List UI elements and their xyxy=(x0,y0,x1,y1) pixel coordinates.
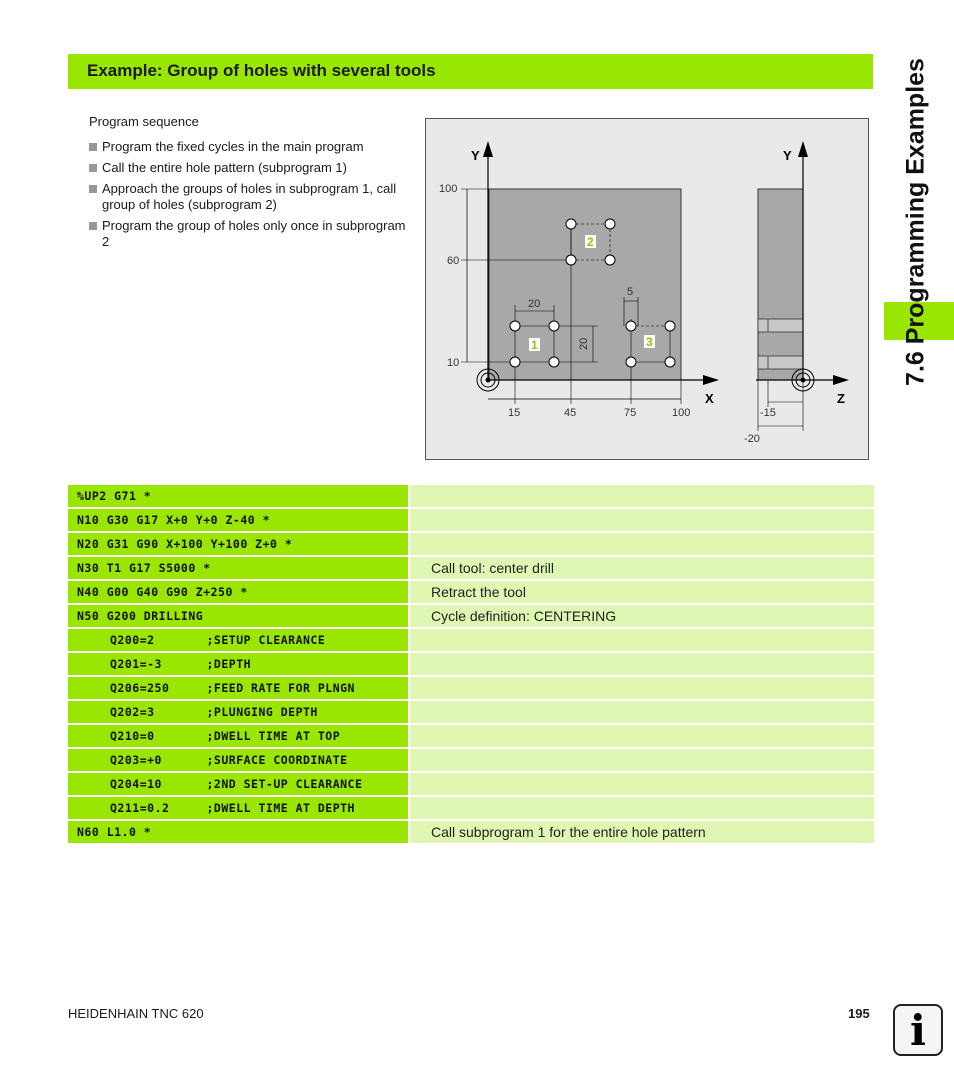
description-cell xyxy=(410,629,874,651)
table-row xyxy=(68,677,874,699)
table-row xyxy=(68,533,874,555)
table-row xyxy=(68,749,874,771)
side-z-label: Z xyxy=(837,391,845,406)
code-cell: Q201=-3 ;DEPTH xyxy=(68,653,408,675)
group-3-label: 3 xyxy=(646,335,653,349)
x-tick-label: 45 xyxy=(564,407,577,419)
description-cell xyxy=(410,653,874,675)
list-item-text: Program the fixed cycles in the main program xyxy=(102,139,364,154)
front-view-part xyxy=(489,189,681,380)
table-row xyxy=(68,653,874,675)
program-sequence-heading: Program sequence xyxy=(89,114,199,129)
code-cell: N40 G00 G40 G90 Z+250 * xyxy=(68,581,408,603)
y-tick-label: 10 xyxy=(447,357,460,369)
origin-icon-dot xyxy=(486,378,491,383)
footer-product: HEIDENHAIN TNC 620 xyxy=(68,1006,204,1021)
section-title: Example: Group of holes with several tools xyxy=(87,61,436,80)
description-cell: Cycle definition: CENTERING xyxy=(410,605,874,627)
description-cell xyxy=(410,485,874,507)
y-tick-label: 100 xyxy=(439,183,458,195)
description-cell: Call tool: center drill xyxy=(410,557,874,579)
code-cell: Q202=3 ;PLUNGING DEPTH xyxy=(68,701,408,723)
table-row xyxy=(68,701,874,723)
table-row xyxy=(68,557,874,579)
code-cell: %UP2 G71 * xyxy=(68,485,408,507)
front-y-arrow-icon xyxy=(483,141,493,157)
table-row xyxy=(68,605,874,627)
description-cell xyxy=(410,749,874,771)
x-tick-label: 75 xyxy=(624,407,637,419)
table-row xyxy=(68,773,874,795)
bullet-square-icon xyxy=(89,164,97,172)
description-cell: Retract the tool xyxy=(410,581,874,603)
side-y-arrow-icon xyxy=(798,141,808,157)
description-cell xyxy=(410,797,874,819)
description-cell: Call subprogram 1 for the entire hole pattern xyxy=(410,821,874,843)
front-y-label: Y xyxy=(471,148,480,163)
side-view-bore-lower xyxy=(758,356,803,369)
description-cell xyxy=(410,701,874,723)
table-row xyxy=(68,629,874,651)
list-item-text: Call the entire hole pattern (subprogram 1) xyxy=(102,160,347,175)
code-cell: Q206=250 ;FEED RATE FOR PLNGN xyxy=(68,677,408,699)
y-tick-label: 60 xyxy=(447,255,460,267)
description-cell xyxy=(410,509,874,531)
chapter-side-title xyxy=(886,52,946,392)
hole xyxy=(510,357,520,367)
code-cell: Q210=0 ;DWELL TIME AT TOP xyxy=(68,725,408,747)
front-x-label: X xyxy=(705,391,714,406)
description-cell xyxy=(410,677,874,699)
table-row xyxy=(68,797,874,819)
list-item xyxy=(89,160,409,176)
description-cell xyxy=(410,533,874,555)
list-item xyxy=(89,181,409,213)
hole xyxy=(566,255,576,265)
x-tick-label: 100 xyxy=(672,407,691,419)
list-item xyxy=(89,218,409,250)
section-title-bar xyxy=(68,54,873,89)
dim-20-v-label: 20 xyxy=(578,337,590,350)
description-cell xyxy=(410,773,874,795)
bullet-square-icon xyxy=(89,185,97,193)
z-tick-label: -15 xyxy=(760,407,776,419)
hole xyxy=(626,357,636,367)
hole xyxy=(549,357,559,367)
group-2-label: 2 xyxy=(587,235,594,249)
code-cell: N30 T1 G17 S5000 * xyxy=(68,557,408,579)
front-x-arrow-icon xyxy=(703,375,719,385)
bullet-square-icon xyxy=(89,222,97,230)
x-tick-label: 15 xyxy=(508,407,521,419)
code-cell: N60 L1.0 * xyxy=(68,821,408,843)
hole xyxy=(626,321,636,331)
page-number: 195 xyxy=(848,1006,870,1021)
code-cell: Q200=2 ;SETUP CLEARANCE xyxy=(68,629,408,651)
program-sequence-list xyxy=(89,139,409,255)
list-item-text: Program the group of holes only once in subprogram 2 xyxy=(102,218,406,249)
bullet-square-icon xyxy=(89,143,97,151)
code-cell: Q211=0.2 ;DWELL TIME AT DEPTH xyxy=(68,797,408,819)
table-row xyxy=(68,821,874,843)
side-view-part xyxy=(758,189,803,380)
list-item xyxy=(89,139,409,155)
table-row xyxy=(68,485,874,507)
hole xyxy=(665,357,675,367)
info-icon-glyph: i xyxy=(910,1006,926,1055)
workpiece-drawing xyxy=(425,118,869,460)
code-cell: Q203=+0 ;SURFACE COORDINATE xyxy=(68,749,408,771)
code-cell: N50 G200 DRILLING xyxy=(68,605,408,627)
hole xyxy=(605,255,615,265)
dim-5-label: 5 xyxy=(627,286,634,298)
table-row xyxy=(68,581,874,603)
info-icon xyxy=(893,1004,943,1056)
list-item-text: Approach the groups of holes in subprogram 1, call group of holes (subprogram 2) xyxy=(102,181,397,212)
side-z-arrow-icon xyxy=(833,375,849,385)
dim-20-h-label: 20 xyxy=(528,298,541,310)
description-cell xyxy=(410,725,874,747)
hole xyxy=(549,321,559,331)
group-1-label: 1 xyxy=(531,338,538,352)
code-cell: N20 G31 G90 X+100 Y+100 Z+0 * xyxy=(68,533,408,555)
hole xyxy=(605,219,615,229)
hole xyxy=(510,321,520,331)
code-cell: Q204=10 ;2ND SET-UP CLEARANCE xyxy=(68,773,408,795)
table-row xyxy=(68,509,874,531)
side-view-bore-upper xyxy=(758,319,803,332)
z-tick-label: -20 xyxy=(744,433,760,445)
code-cell: N10 G30 G17 X+0 Y+0 Z-40 * xyxy=(68,509,408,531)
chapter-side-title-text: 7.6 Programming Examples xyxy=(901,58,930,386)
program-listing xyxy=(68,485,874,845)
table-row xyxy=(68,725,874,747)
hole xyxy=(566,219,576,229)
side-y-label: Y xyxy=(783,148,792,163)
hole xyxy=(665,321,675,331)
